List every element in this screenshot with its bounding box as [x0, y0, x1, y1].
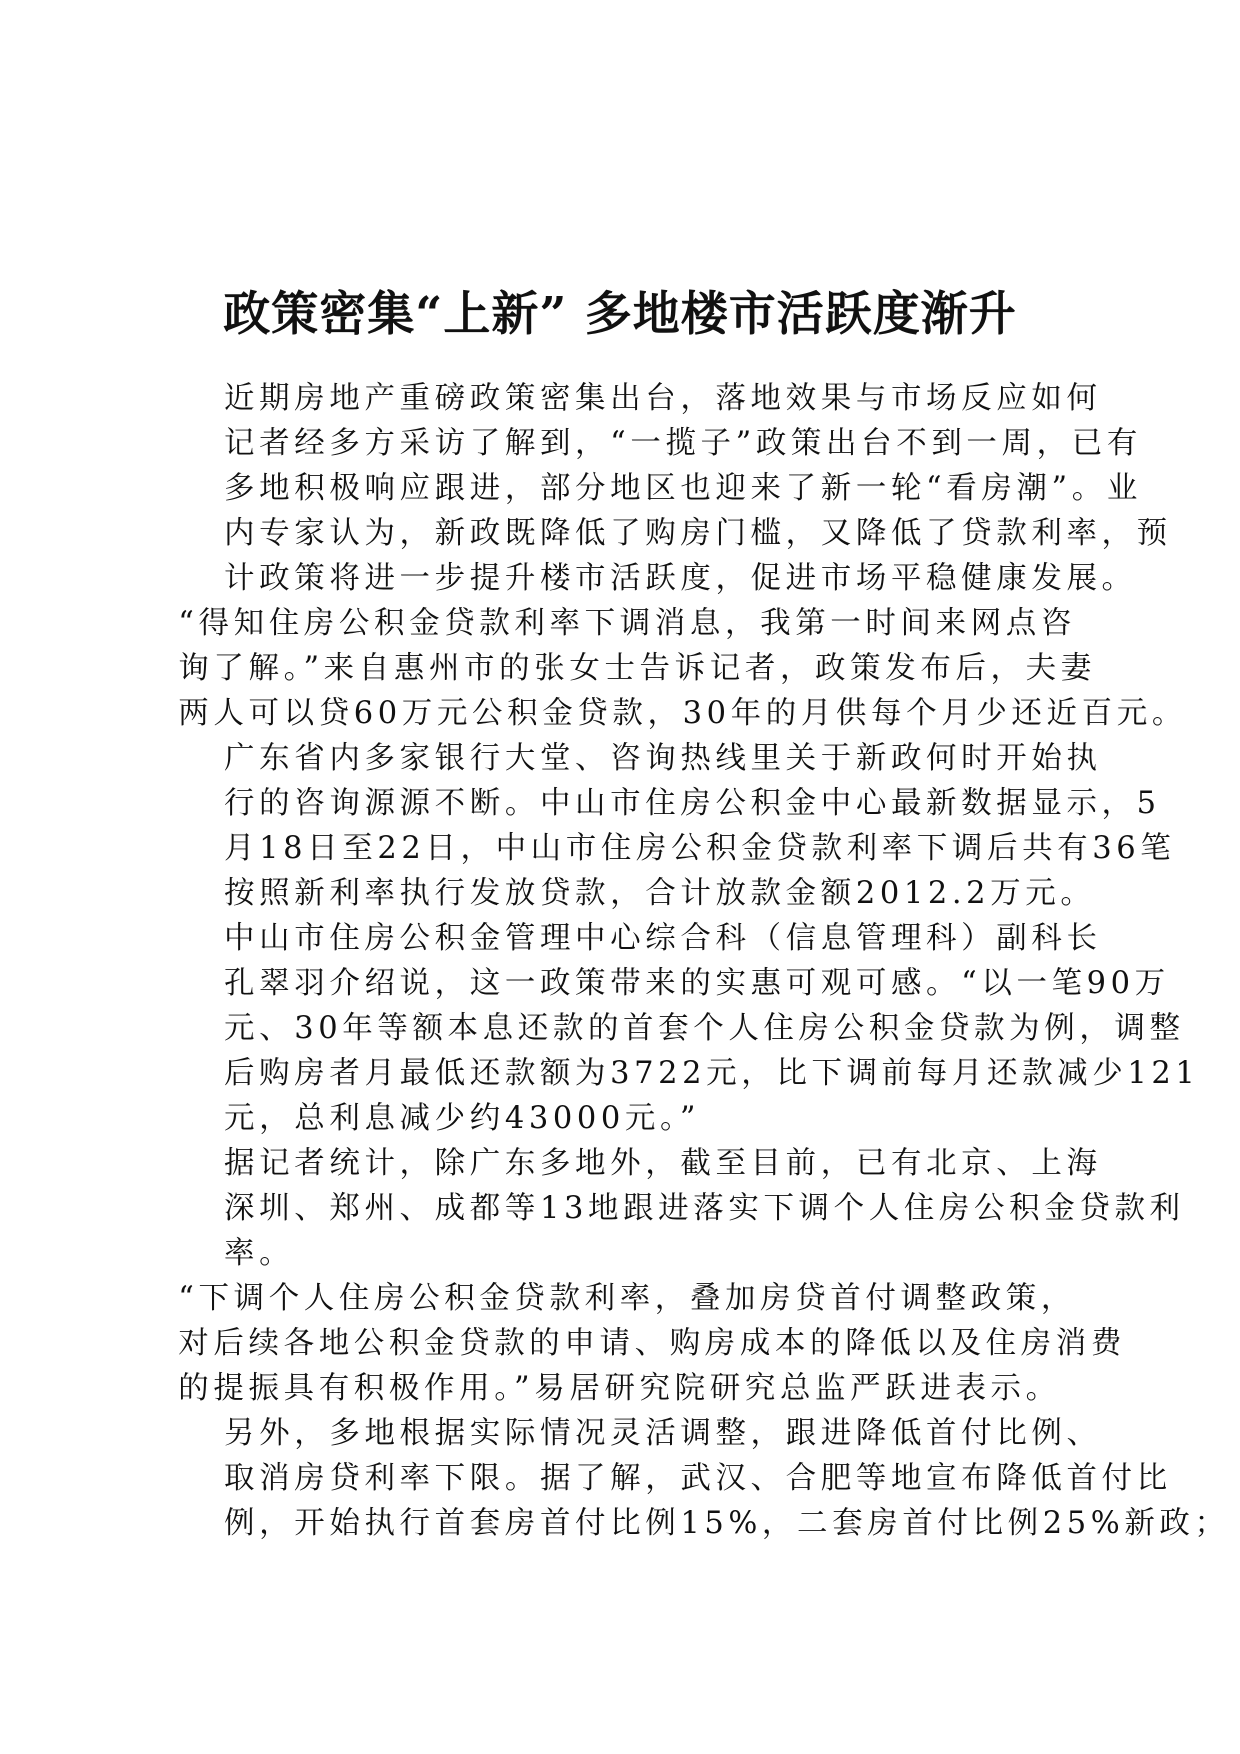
paragraph-zhongshan-example	[160, 916, 1200, 1141]
article-body	[160, 376, 1230, 1546]
text-line: 深圳、郑州、成都等13地跟进落实下调个人住房公积金贷款利	[224, 1191, 1185, 1226]
text-line: 内专家认为，新政既降低了购房门槛，又降低了贷款利率，预	[224, 516, 1172, 551]
text-line: 月18日至22日，中山市住房公积金贷款利率下调后共有36笔	[224, 831, 1176, 866]
text-line: 对后续各地公积金贷款的申请、购房成本的降低以及住房消费	[178, 1326, 1126, 1361]
text-line: 中山市住房公积金管理中心综合科（信息管理科）副科长	[224, 921, 1102, 956]
text-line: 元、30年等额本息还款的首套个人住房公积金贷款为例，调整	[224, 1011, 1185, 1046]
text-line: 取消房贷利率下限。据了解，武汉、合肥等地宣布降低首付比	[224, 1461, 1172, 1496]
paragraph-quote-zhang	[160, 601, 1187, 736]
text-line: 记者经多方采访了解到，“一揽子”政策出台不到一周，已有	[224, 426, 1142, 461]
text-line: 两人可以贷60万元公积金贷款，30年的月供每个月少还近百元。	[178, 696, 1187, 731]
text-line: 广东省内多家银行大堂、咨询热线里关于新政何时开始执	[224, 741, 1102, 776]
text-line: 按照新利率执行发放贷款，合计放款金额2012.2万元。	[224, 876, 1096, 911]
text-line: 近期房地产重磅政策密集出台，落地效果与市场反应如何	[224, 381, 1102, 416]
text-line: 计政策将进一步提升楼市活跃度，促进市场平稳健康发展。	[224, 561, 1137, 596]
paragraph-expert-quote	[160, 1276, 1126, 1411]
article-title: 政策密集“上新” 多地楼市活跃度渐升	[223, 287, 1017, 343]
text-line: 据记者统计，除广东多地外，截至目前，已有北京、上海	[224, 1146, 1102, 1181]
text-line: “得知住房公积金贷款利率下调消息，我第一时间来网点咨	[178, 606, 1076, 641]
text-line: 率。	[224, 1236, 295, 1271]
text-line: 例，开始执行首套房首付比例15%，二套房首付比例25%新政；	[224, 1506, 1230, 1541]
text-line: “下调个人住房公积金贷款利率，叠加房贷首付调整政策，	[178, 1281, 1076, 1316]
paragraph-intro	[160, 376, 1172, 601]
text-line: 后购房者月最低还款额为3722元，比下调前每月还款减少121	[224, 1056, 1200, 1091]
text-line: 孔翠羽介绍说，这一政策带来的实惠可观可感。“以一笔90万	[224, 966, 1170, 1001]
paragraph-city-statistics	[160, 1141, 1185, 1276]
paragraph-guangdong-banks	[160, 736, 1176, 916]
text-line: 询了解。”来自惠州市的张女士告诉记者，政策发布后，夫妻	[178, 651, 1096, 686]
text-line: 另外，多地根据实际情况灵活调整，跟进降低首付比例、	[224, 1416, 1102, 1451]
text-line: 行的咨询源源不断。中山市住房公积金中心最新数据显示，5	[224, 786, 1161, 821]
text-line: 多地积极响应跟进，部分地区也迎来了新一轮“看房潮”。业	[224, 471, 1142, 506]
text-line: 的提振具有积极作用。”易居研究院研究总监严跃进表示。	[178, 1371, 1061, 1406]
text-line: 元，总利息减少约43000元。”	[224, 1101, 701, 1136]
paragraph-down-payment	[160, 1411, 1230, 1546]
